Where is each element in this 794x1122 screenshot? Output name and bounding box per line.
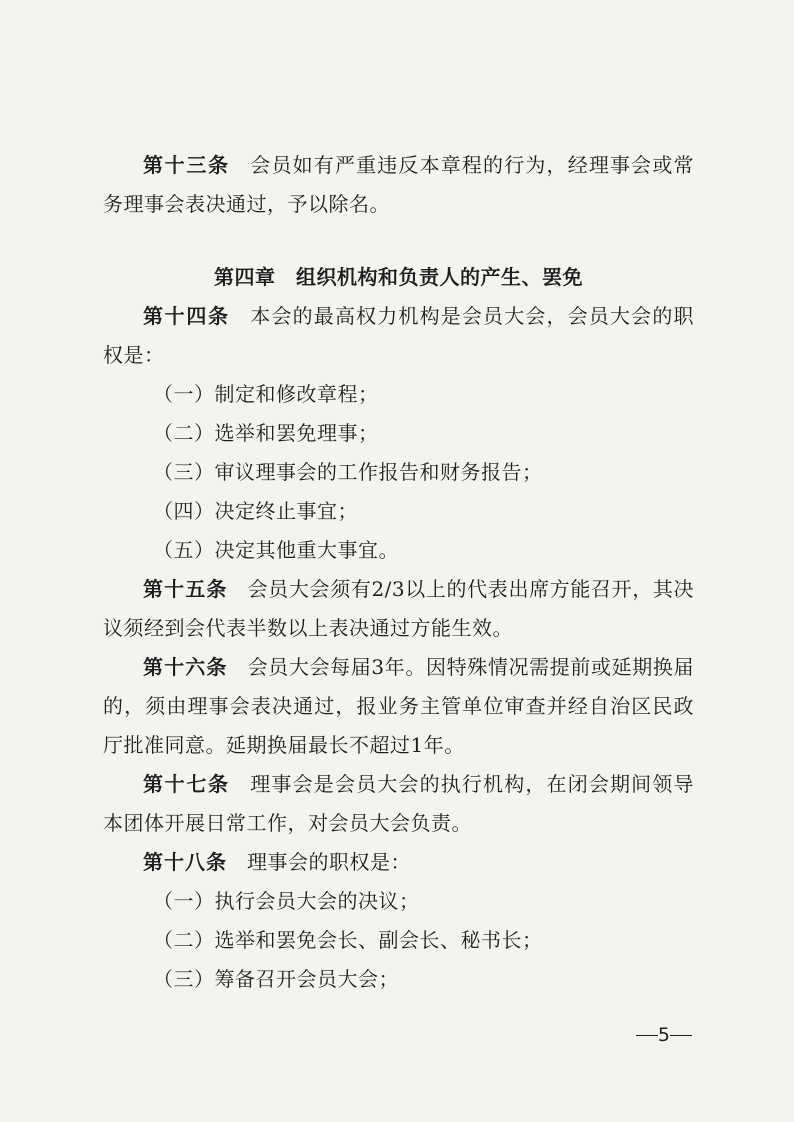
article-18-item-3: （三）筹备召开会员大会； — [153, 967, 399, 991]
article-18-label: 第十八条 — [143, 850, 227, 874]
article-15 — [103, 570, 694, 648]
article-13 — [103, 146, 694, 224]
article-14-item-2: （二）选举和罢免理事； — [153, 421, 379, 445]
article-16 — [103, 648, 694, 765]
article-17-text: 理事会是会员大会的执行机构，在闭会期间领导本团体开展日常工作，对会员大会负责。 — [103, 772, 695, 835]
article-14-item-5: （五）决定其他重大事宜。 — [153, 538, 399, 562]
article-17 — [103, 765, 694, 843]
article-13-label: 第十三条 — [143, 153, 230, 177]
page-number-value: 5 — [657, 1024, 670, 1046]
article-16-label: 第十六条 — [143, 655, 228, 679]
article-15-label: 第十五条 — [143, 577, 228, 601]
article-18-text: 理事会的职权是： — [247, 850, 411, 874]
article-14-text: 本会的最高权力机构是会员大会，会员大会的职权是： — [103, 304, 695, 367]
article-18-item-2: （二）选举和罢免会长、副会长、秘书长； — [153, 928, 543, 952]
article-14 — [103, 297, 694, 375]
article-16-text: 会员大会每届3年。因特殊情况需提前或延期换届的，须由理事会表决通过，报业务主管单位审查并经自治区民政厅批准同意。延期换届最长不超过1年。 — [103, 655, 695, 757]
article-14-item-1: （一）制定和修改章程； — [153, 382, 379, 406]
article-18-item-1: （一）执行会员大会的决议； — [153, 889, 420, 913]
article-18 — [103, 843, 694, 882]
article-17-label: 第十七条 — [143, 772, 230, 796]
article-13-text: 会员如有严重违反本章程的行为，经理事会或常务理事会表决通过，予以除名。 — [103, 153, 695, 216]
article-14-label: 第十四条 — [143, 304, 230, 328]
chapter-4-title: 第四章 组织机构和负责人的产生、罢免 — [214, 265, 583, 289]
article-15-text: 会员大会须有2/3以上的代表出席方能召开，其决议须经到会代表半数以上表决通过方能生效。 — [103, 577, 695, 640]
article-14-item-3: （三）审议理事会的工作报告和财务报告； — [153, 460, 543, 484]
page-number — [636, 1024, 692, 1046]
article-14-item-4: （四）决定终止事宜； — [153, 499, 358, 523]
